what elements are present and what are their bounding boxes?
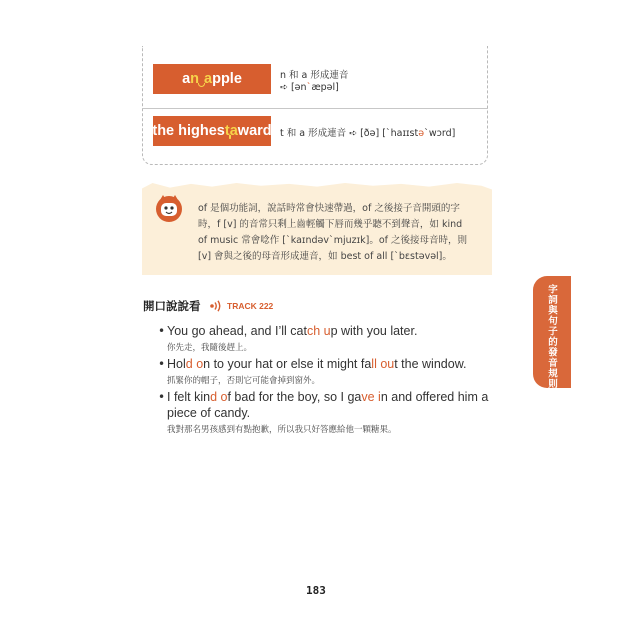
phrase-linked-letter: t <box>224 123 230 139</box>
sentence-text: t the window. <box>394 357 467 371</box>
linking-highlight: ll ou <box>371 357 395 371</box>
phrase-linked-letter: n <box>190 71 200 87</box>
example-sentence <box>167 324 417 338</box>
phrase-part: pple <box>212 71 242 87</box>
phrase-part: a <box>182 71 191 87</box>
tip-text-line: 時，f [v] 的音常只剩上齒輕觸下唇而幾乎聽不到聲音，如 kind <box>198 219 463 230</box>
sentence-translation: 我對那名男孩感到有點抱歉，所以我只好答應給他一顆糖果。 <box>167 425 397 435</box>
ipa-text: t 和 a 形成連音 ➪ [ðə] [ˋhaɪɪst <box>280 128 419 139</box>
ipa-highlight: ə <box>418 128 425 139</box>
example-sentence-continued: piece of candy. <box>167 406 251 420</box>
sentence-text: p with you later. <box>330 324 418 338</box>
sentence-translation: 你先走，我隨後趕上。 <box>167 343 253 353</box>
example-sentence <box>167 390 488 404</box>
linking-highlight: d o <box>210 390 228 404</box>
sentence-text: f bad for the boy, so I ga <box>227 390 362 404</box>
page-number: 183 <box>306 584 326 597</box>
ipa-text: ˋwɔrd] <box>424 128 456 139</box>
example-phrase-an-apple <box>153 64 271 94</box>
linking-highlight: ve i <box>361 390 381 404</box>
example-note-line1: n 和 a 形成連音 <box>280 70 349 81</box>
audio-waves-icon <box>209 300 223 312</box>
linking-mark-icon <box>229 135 231 139</box>
sentence-text: You go ahead, and I’ll cat <box>167 324 307 338</box>
phrase-linked-letter: a <box>229 123 238 139</box>
example-phrase-the-highest-award <box>153 116 271 146</box>
track-label: TRACK 222 <box>227 301 274 311</box>
example-note-line2 <box>280 82 339 93</box>
sentence-text: n and offered him a <box>380 390 489 404</box>
section-title: 開口說說看 <box>143 299 201 313</box>
linking-highlight: ch u <box>306 324 331 338</box>
example-sentence <box>167 357 467 371</box>
bullet: • <box>158 324 166 338</box>
sentence-text: Hol <box>167 357 186 371</box>
chapter-side-tab-label: 字詞與句子的發音規則 <box>546 284 557 389</box>
ipa-text: æpəl] <box>311 82 339 93</box>
row-divider <box>142 108 488 109</box>
tip-text-line: [v] 會與之後的母音形成連音，如 best of all [ˋbɛstəvəl]。 <box>198 251 452 262</box>
tip-text-line: of 是個功能詞，說話時常會快速帶過，of 之後接子音開頭的字 <box>198 203 460 214</box>
ipa-text: ➪ [ən <box>280 82 307 93</box>
tip-text-line: of music 常會唸作 [ˋkaɪndəvˋmjuzɪk]。of 之後接母音時，則 <box>198 235 468 246</box>
bullet: • <box>158 357 166 371</box>
sentence-text: n to your hat or else it might fa <box>203 357 372 371</box>
sentence-text: I felt kin <box>167 390 211 404</box>
sentence-translation: 抓緊你的帽子，否則它可能會掉到窗外。 <box>167 376 321 386</box>
phrase-part: the highes <box>152 123 225 139</box>
example-note <box>280 125 455 139</box>
phrase-part: ward <box>237 123 272 139</box>
bullet: • <box>158 390 166 404</box>
phrase-linked-letter: a <box>204 71 213 87</box>
linking-highlight: d o <box>185 357 204 371</box>
ipa-highlight: ˋ <box>306 82 312 93</box>
mascot-icon <box>154 193 184 223</box>
